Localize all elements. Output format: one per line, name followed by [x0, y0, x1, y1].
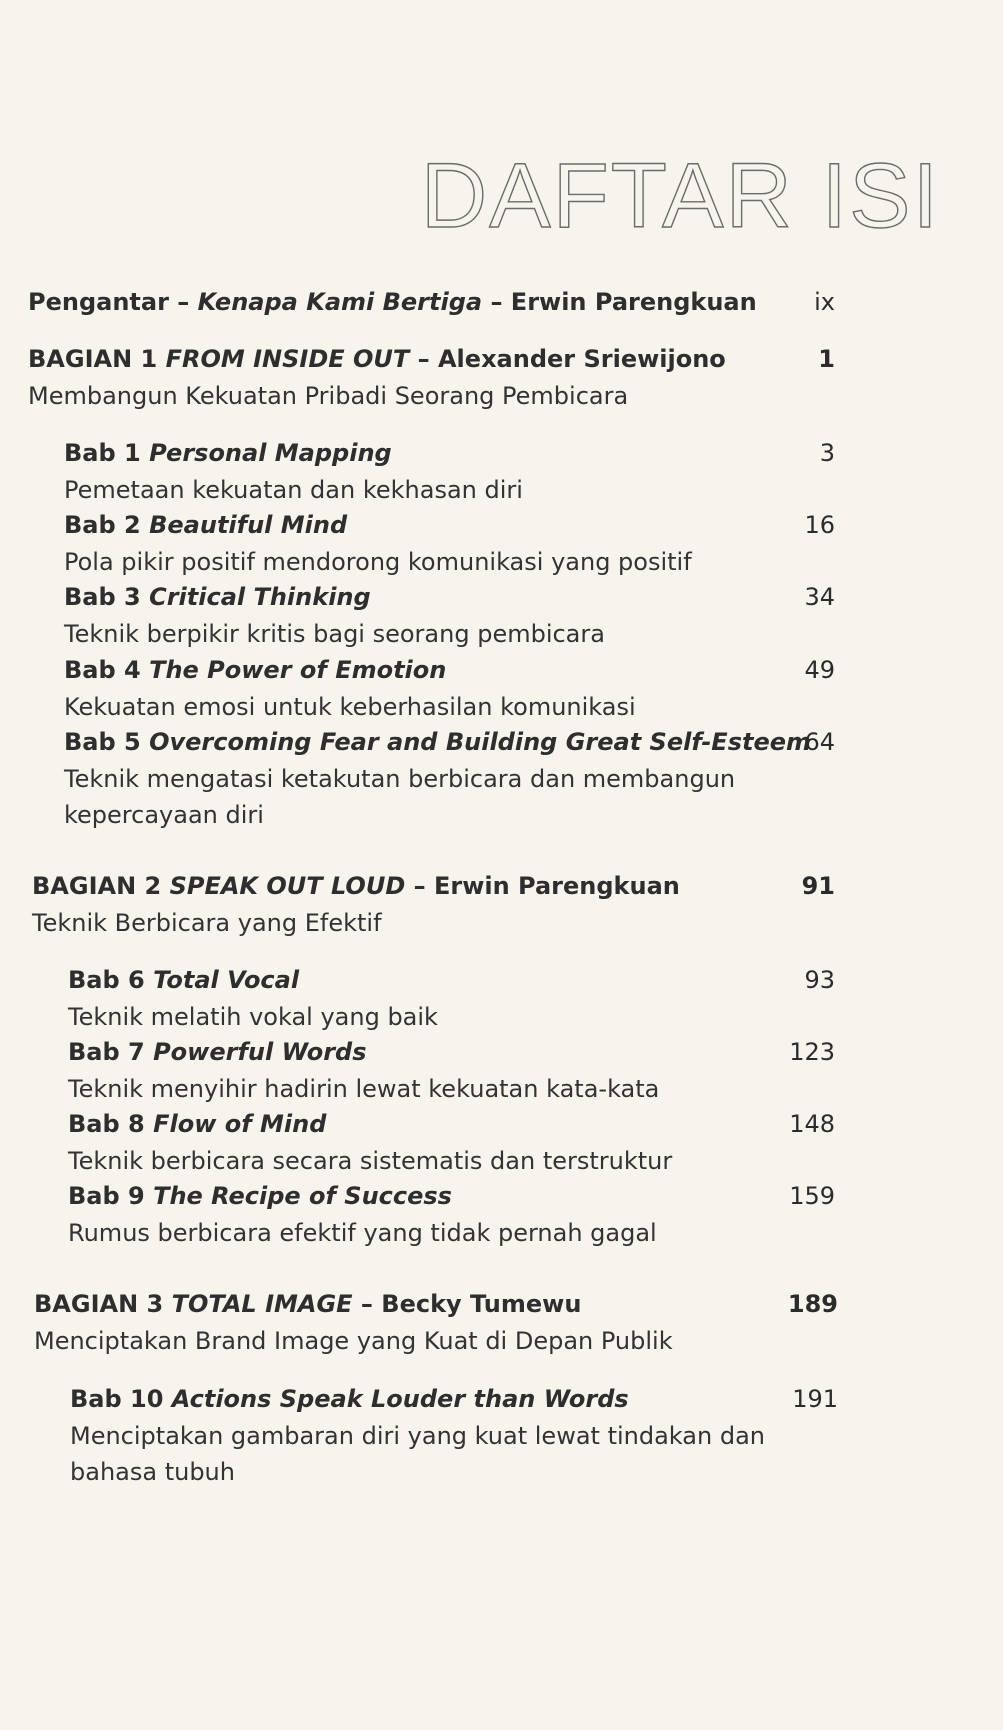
- part-2-dash: –: [413, 872, 426, 900]
- chapter-7-desc: Teknik menyihir hadirin lewat kekuatan kata-kata: [68, 1075, 660, 1103]
- chapter-5-heading: [64, 728, 811, 756]
- chapter-5-desc-line-2: kepercayaan diri: [64, 801, 264, 829]
- chapter-label: Bab 1: [64, 439, 141, 467]
- part-2-author: Erwin Parengkuan: [433, 872, 680, 900]
- chapter-6-heading: [68, 966, 299, 994]
- part-1-heading: [28, 345, 726, 373]
- chapter-8-page: 148: [789, 1110, 835, 1138]
- chapter-10-page: 191: [792, 1385, 838, 1413]
- pengantar-label: Pengantar: [28, 288, 169, 316]
- part-3-subtitle: Menciptakan Brand Image yang Kuat di Depan Publik: [34, 1327, 673, 1355]
- page-title: DAFTAR ISI: [420, 145, 940, 247]
- chapter-1-page: 3: [819, 439, 835, 467]
- chapter-3-heading: [64, 583, 371, 611]
- chapter-title: Flow of Mind: [153, 1110, 327, 1138]
- chapter-5-page: 64: [804, 728, 835, 756]
- chapter-label: Bab 2: [64, 511, 141, 539]
- part-1-author: Alexander Sriewijono: [437, 345, 726, 373]
- part-1-page: 1: [818, 345, 835, 373]
- part-1-subtitle: Membangun Kekuatan Pribadi Seorang Pembicara: [28, 382, 629, 410]
- chapter-label: Bab 6: [68, 966, 145, 994]
- part-1-title: FROM INSIDE OUT: [165, 345, 410, 373]
- chapter-title: The Power of Emotion: [149, 656, 447, 684]
- chapter-2-heading: [64, 511, 347, 539]
- chapter-title: Actions Speak Louder than Words: [171, 1385, 629, 1413]
- chapter-title: Personal Mapping: [149, 439, 392, 467]
- chapter-1-desc: Pemetaan kekuatan dan kekhasan diri: [64, 476, 523, 504]
- chapter-9-heading: [68, 1182, 452, 1210]
- chapter-10-desc-line-2: bahasa tubuh: [70, 1458, 235, 1486]
- part-2-page: 91: [801, 872, 835, 900]
- chapter-2-desc: Pola pikir positif mendorong komunikasi yang positif: [64, 548, 692, 576]
- chapter-title: Critical Thinking: [149, 583, 371, 611]
- pengantar-entry: [28, 288, 757, 316]
- chapter-6-desc: Teknik melatih vokal yang baik: [68, 1003, 438, 1031]
- part-1-prefix: BAGIAN 1: [28, 345, 158, 373]
- pengantar-title: Kenapa Kami Bertiga: [197, 288, 483, 316]
- part-3-author: Becky Tumewu: [381, 1290, 582, 1318]
- part-1-dash: –: [417, 345, 430, 373]
- pengantar-dash-2: –: [490, 288, 503, 316]
- chapter-10-heading: [70, 1385, 629, 1413]
- chapter-3-desc: Teknik berpikir kritis bagi seorang pembicara: [64, 620, 605, 648]
- chapter-10-desc-line-1: Menciptakan gambaran diri yang kuat lewat tindakan dan: [70, 1422, 765, 1450]
- chapter-title: Overcoming Fear and Building Great Self-Esteem: [149, 728, 812, 756]
- chapter-1-heading: [64, 439, 392, 467]
- chapter-4-heading: [64, 656, 446, 684]
- part-2-heading: [32, 872, 680, 900]
- pengantar-dash: –: [177, 288, 190, 316]
- part-3-page: 189: [787, 1290, 838, 1318]
- chapter-title: Beautiful Mind: [149, 511, 348, 539]
- part-3-heading: [34, 1290, 581, 1318]
- chapter-7-page: 123: [789, 1038, 835, 1066]
- chapter-9-page: 159: [789, 1182, 835, 1210]
- chapter-3-page: 34: [804, 583, 835, 611]
- chapter-8-heading: [68, 1110, 326, 1138]
- chapter-label: Bab 4: [64, 656, 141, 684]
- chapter-label: Bab 3: [64, 583, 141, 611]
- chapter-6-page: 93: [804, 966, 835, 994]
- chapter-label: Bab 7: [68, 1038, 145, 1066]
- part-2-subtitle: Teknik Berbicara yang Efektif: [32, 909, 382, 937]
- chapter-title: Total Vocal: [153, 966, 300, 994]
- chapter-title: Powerful Words: [153, 1038, 367, 1066]
- chapter-label: Bab 8: [68, 1110, 145, 1138]
- chapter-8-desc: Teknik berbicara secara sistematis dan terstruktur: [68, 1147, 673, 1175]
- chapter-4-desc: Kekuatan emosi untuk keberhasilan komunikasi: [64, 693, 636, 721]
- pengantar-author: Erwin Parengkuan: [510, 288, 757, 316]
- part-2-title: SPEAK OUT LOUD: [169, 872, 406, 900]
- chapter-5-desc-line-1: Teknik mengatasi ketakutan berbicara dan membangun: [64, 765, 736, 793]
- chapter-label: Bab 5: [64, 728, 141, 756]
- pengantar-page: ix: [814, 288, 835, 316]
- chapter-label: Bab 10: [70, 1385, 164, 1413]
- chapter-label: Bab 9: [68, 1182, 145, 1210]
- part-3-prefix: BAGIAN 3: [34, 1290, 164, 1318]
- chapter-title: The Recipe of Success: [153, 1182, 452, 1210]
- chapter-7-heading: [68, 1038, 367, 1066]
- chapter-4-page: 49: [804, 656, 835, 684]
- part-3-dash: –: [360, 1290, 373, 1318]
- part-2-prefix: BAGIAN 2: [32, 872, 162, 900]
- chapter-9-desc: Rumus berbicara efektif yang tidak pernah gagal: [68, 1219, 657, 1247]
- part-3-title: TOTAL IMAGE: [171, 1290, 353, 1318]
- chapter-2-page: 16: [804, 511, 835, 539]
